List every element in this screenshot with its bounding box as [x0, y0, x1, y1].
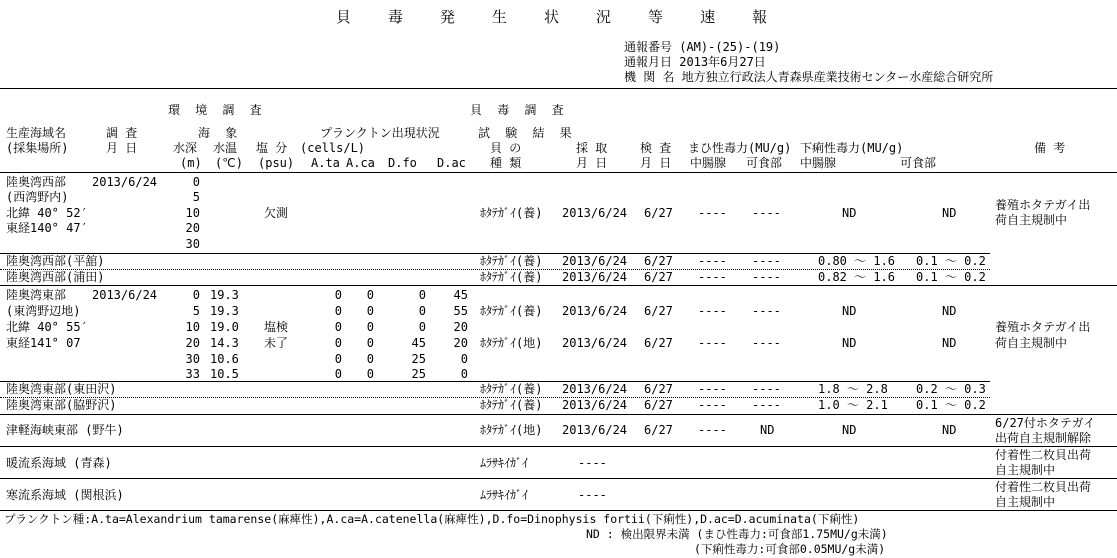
remark-line: 養殖ホタテガイ出 [995, 198, 1091, 212]
page-title: 貝 毒 発 生 状 況 等 速 報 [335, 8, 782, 26]
area-line: 東経140° 47′ [6, 221, 88, 235]
col-dsp-edible: 可食部 [900, 156, 937, 170]
exam-date: 6/27 [644, 336, 673, 350]
nd-note: ND : 検出限界未満 (まひ性毒力:可食部1.75MU/g未満) [586, 527, 888, 541]
psp-edible: ---- [752, 254, 781, 268]
psp-gut: ---- [698, 336, 727, 350]
col-ata: A.ta [311, 156, 340, 170]
psp-edible: ---- [752, 206, 781, 220]
shell-type: ﾎﾀﾃｶﾞｲ(地) [480, 336, 543, 350]
psp-edible: ---- [752, 382, 781, 396]
toxin-survey-header: 貝 毒 調 査 [470, 103, 568, 117]
psp-edible: ---- [752, 398, 781, 412]
remark-line: 付着性二枚貝出荷 [995, 480, 1092, 494]
dfo-cell: 45 [411, 336, 426, 350]
remark-line: 6/27付ホタテガイ [995, 416, 1096, 430]
env-survey-header: 環 境 調 査 [168, 103, 266, 117]
area-name: 暖流系海域 (青森) [6, 456, 112, 470]
header-bottom-border [0, 172, 1117, 173]
ata-cell: 0 [334, 336, 342, 350]
exam-date: 6/27 [644, 423, 673, 437]
catch-date: 2013/6/24 [562, 254, 628, 268]
shell-type: ﾎﾀﾃｶﾞｲ(養) [480, 270, 543, 284]
exam-date: 6/27 [644, 270, 673, 284]
table-top-border [0, 88, 1117, 89]
dfo-cell: 0 [418, 320, 426, 334]
col-plankton: プランクトン出現状況 [320, 126, 440, 140]
col-area-2: (採集場所) [6, 141, 69, 155]
col-catch-2: 月 日 [576, 156, 608, 170]
catch-date: 2013/6/24 [562, 398, 628, 412]
col-shell-1: 貝 の [490, 141, 522, 155]
dsp-gut: 0.80 ～ 1.6 [818, 254, 896, 268]
psp-gut: ---- [698, 304, 727, 318]
area-line: 東経141° 07 [6, 336, 81, 350]
col-catch-1: 採 取 [576, 141, 608, 155]
dac-cell: 20 [453, 320, 468, 334]
col-dac: D.ac [437, 156, 466, 170]
catch-date: 2013/6/24 [562, 336, 628, 350]
row-divider [0, 446, 1117, 447]
exam-date: 6/27 [644, 254, 673, 268]
dsp-edible: ND [942, 206, 957, 220]
catch-date: 2013/6/24 [562, 423, 628, 437]
exam-date: 6/27 [644, 398, 673, 412]
col-remarks: 備 考 [1034, 141, 1066, 155]
psp-gut: ---- [698, 254, 727, 268]
area-name: 陸奥湾西部(浦田) [6, 270, 105, 284]
dsp-edible: 0.2 ～ 0.3 [916, 382, 986, 396]
area-line: 陸奥湾東部 [6, 288, 67, 302]
col-date-1: 調 査 [106, 126, 138, 140]
col-plankton-unit: (cells/L) [300, 141, 366, 155]
col-temp-2: (℃) [215, 156, 243, 170]
shell-type: ﾎﾀﾃｶﾞｲ(養) [480, 254, 543, 268]
row-divider [0, 285, 1117, 286]
psp-gut: ---- [698, 206, 727, 220]
salinity-cell: 塩検 [264, 320, 289, 334]
psp-gut: ---- [698, 423, 727, 437]
shell-type: ﾎﾀﾃｶﾞｲ(養) [480, 206, 543, 220]
exam-date: 6/27 [644, 304, 673, 318]
psp-gut: ---- [698, 398, 727, 412]
depth-cell: 0 [192, 288, 200, 302]
remark-line: 自主規制中 [995, 463, 1056, 477]
area-name: 陸奥湾東部(脇野沢) [6, 398, 117, 412]
col-dfo: D.fo [388, 156, 417, 170]
ata-cell: 0 [334, 320, 342, 334]
temp-cell: 19.0 [210, 320, 239, 334]
depth-cell: 10 [185, 320, 200, 334]
dac-cell: 20 [453, 336, 468, 350]
col-shell-2: 種 類 [490, 156, 522, 170]
area-name: 津軽海峡東部 (野牛) [6, 423, 124, 437]
col-dsp-gut: 中腸腺 [800, 156, 837, 170]
dfo-cell: 25 [411, 352, 426, 366]
col-depth-1: 水深 [173, 141, 198, 155]
col-date-2: 月 日 [106, 141, 138, 155]
area-name: 陸奥湾東部(東田沢) [6, 382, 117, 396]
report-org: 機 関 名 地方独立行政法人青森県産業技術センター水産総合研究所 [624, 70, 994, 84]
remark-line: 付着性二枚貝出荷 [995, 448, 1092, 462]
dsp-gut: 0.82 ～ 1.6 [818, 270, 896, 284]
col-exam-1: 検 査 [640, 141, 672, 155]
aca-cell: 0 [366, 367, 374, 381]
dac-cell: 55 [453, 304, 468, 318]
shell-type: ﾑﾗｻｷｲｶﾞｲ [480, 456, 529, 470]
dfo-cell: 25 [411, 367, 426, 381]
dsp-limit-note: (下痢性毒力:可食部0.05MU/g未満) [694, 542, 886, 556]
psp-gut: ---- [698, 270, 727, 284]
dsp-edible: ND [942, 304, 957, 318]
depth-cell: 0 [192, 175, 200, 189]
col-dsp: 下痢性毒力(MU/g) [800, 141, 904, 155]
shell-type: ﾎﾀﾃｶﾞｲ(地) [480, 423, 543, 437]
dfo-cell: 0 [418, 304, 426, 318]
depth-cell: 20 [185, 221, 200, 235]
col-temp-1: 水温 [213, 141, 238, 155]
remark-line: 出荷自主規制解除 [995, 431, 1092, 445]
col-salinity-2: (psu) [258, 156, 295, 170]
temp-cell: 19.3 [210, 288, 239, 302]
dsp-gut: ND [842, 423, 857, 437]
catch-date: ---- [578, 456, 607, 470]
area-line: 陸奥湾西部 [6, 175, 67, 189]
aca-cell: 0 [366, 320, 374, 334]
remark-line: 養殖ホタテガイ出 [995, 320, 1091, 334]
depth-cell: 5 [192, 190, 200, 204]
exam-date: 6/27 [644, 206, 673, 220]
dsp-edible: 0.1 ～ 0.2 [916, 398, 986, 412]
col-sea-state: 海 象 [198, 126, 242, 140]
col-salinity-1: 塩 分 [256, 141, 288, 155]
col-psp-gut: 中腸腺 [690, 156, 727, 170]
aca-cell: 0 [366, 304, 374, 318]
temp-cell: 14.3 [210, 336, 239, 350]
aca-cell: 0 [366, 352, 374, 366]
psp-gut: ---- [698, 382, 727, 396]
area-line: (西湾野内) [6, 190, 69, 204]
report-date: 通報月日 2013年6月27日 [624, 55, 766, 69]
catch-date: 2013/6/24 [562, 270, 628, 284]
dsp-edible: 0.1 ～ 0.2 [916, 270, 986, 284]
dsp-gut: 1.8 ～ 2.8 [818, 382, 888, 396]
row-divider [0, 414, 1117, 415]
catch-date: 2013/6/24 [562, 206, 628, 220]
psp-edible: ND [760, 423, 775, 437]
psp-edible: ---- [752, 304, 781, 318]
area-line: 北緯 40° 52′ [6, 206, 88, 220]
area-name: 寒流系海域 (関根浜) [6, 488, 124, 502]
remark-line: 自主規制中 [995, 495, 1056, 509]
table-bottom-border [0, 510, 1117, 511]
temp-cell: 10.6 [210, 352, 239, 366]
ata-cell: 0 [334, 367, 342, 381]
dac-cell: 0 [460, 352, 468, 366]
dsp-edible: 0.1 ～ 0.2 [916, 254, 986, 268]
ata-cell: 0 [334, 288, 342, 302]
aca-cell: 0 [366, 336, 374, 350]
col-test-results: 試 験 結 果 [478, 126, 576, 140]
area-name: 陸奥湾西部(平舘) [6, 254, 105, 268]
ata-cell: 0 [334, 304, 342, 318]
dfo-cell: 0 [418, 288, 426, 302]
area-line: 北緯 40° 55′ [6, 320, 88, 334]
dsp-gut: ND [842, 304, 857, 318]
aca-cell: 0 [366, 288, 374, 302]
col-area-1: 生産海域名 [6, 126, 67, 140]
temp-cell: 19.3 [210, 304, 239, 318]
psp-edible: ---- [752, 336, 781, 350]
depth-cell: 20 [185, 336, 200, 350]
psp-edible: ---- [752, 270, 781, 284]
dsp-gut: ND [842, 336, 857, 350]
row-divider [0, 478, 1117, 479]
remark-line: 荷自主規制中 [995, 336, 1068, 350]
dsp-gut: ND [842, 206, 857, 220]
area-line: (東湾野辺地) [6, 304, 81, 318]
shell-type: ﾎﾀﾃｶﾞｲ(養) [480, 398, 543, 412]
catch-date: 2013/6/24 [562, 304, 628, 318]
exam-date: 6/27 [644, 382, 673, 396]
survey-date: 2013/6/24 [92, 175, 158, 189]
dac-cell: 45 [453, 288, 468, 302]
dac-cell: 0 [460, 367, 468, 381]
temp-cell: 10.5 [210, 367, 239, 381]
col-exam-2: 月 日 [640, 156, 672, 170]
shell-type: ﾎﾀﾃｶﾞｲ(養) [480, 304, 543, 318]
survey-date: 2013/6/24 [92, 288, 158, 302]
col-depth-2: (m) [180, 156, 202, 170]
shell-type: ﾑﾗｻｷｲｶﾞｲ [480, 488, 529, 502]
col-aca: A.ca [346, 156, 375, 170]
shell-type: ﾎﾀﾃｶﾞｲ(養) [480, 382, 543, 396]
salinity-cell: 欠測 [264, 206, 289, 220]
depth-cell: 30 [185, 352, 200, 366]
depth-cell: 10 [185, 206, 200, 220]
dsp-edible: ND [942, 336, 957, 350]
plankton-legend: プランクトン種:A.ta=Alexandrium tamarense(麻痺性),A.ca=A.catenella(麻痺性),D.fo=Dinophysis fortii(下痢性),D.ac=D.acuminata(下痢性) [4, 512, 860, 526]
catch-date: ---- [578, 488, 607, 502]
report-number: 通報番号 (AM)-(25)-(19) [624, 40, 781, 54]
remark-line: 荷自主規制中 [995, 213, 1068, 227]
dsp-gut: 1.0 ～ 2.1 [818, 398, 888, 412]
salinity-cell: 未了 [264, 336, 289, 350]
depth-cell: 30 [185, 237, 200, 251]
ata-cell: 0 [334, 352, 342, 366]
depth-cell: 5 [192, 304, 200, 318]
depth-cell: 33 [185, 367, 200, 381]
col-psp-edible: 可食部 [746, 156, 783, 170]
col-psp: まひ性毒力(MU/g) [688, 141, 792, 155]
dsp-edible: ND [942, 423, 957, 437]
catch-date: 2013/6/24 [562, 382, 628, 396]
